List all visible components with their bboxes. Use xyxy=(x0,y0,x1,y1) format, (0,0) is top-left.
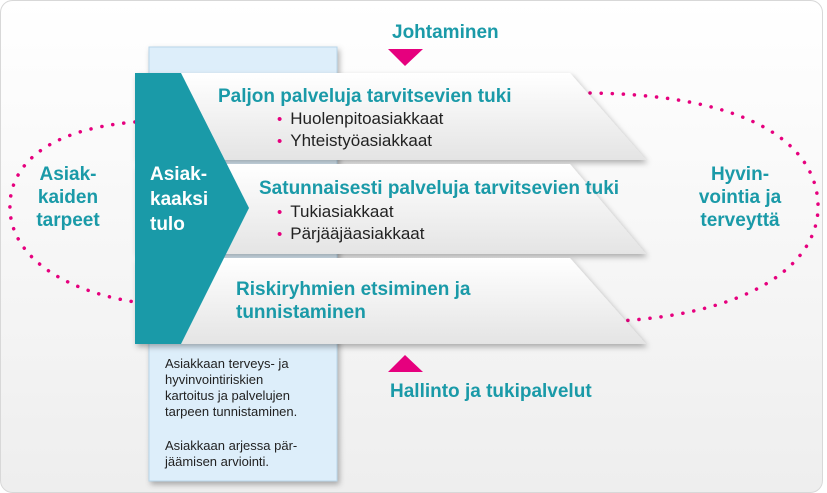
entry-label-line: tulo xyxy=(150,214,185,235)
bullet-icon: • xyxy=(277,204,283,221)
row-1-item xyxy=(277,131,432,152)
right-label-line: terveyttä xyxy=(700,210,780,231)
bullet-icon: • xyxy=(277,226,283,243)
row-2-item xyxy=(277,224,424,245)
row-1-title: Paljon palveluja tarvitsevien tuki xyxy=(218,86,512,107)
row-3-title-line: tunnistaminen xyxy=(236,302,366,323)
note-everyday-coping xyxy=(165,438,297,470)
entry-label-line: kaaksi xyxy=(150,189,209,210)
entry-label xyxy=(150,162,208,237)
row-2-item-label: Pärjääjäasiakkaat xyxy=(290,224,425,243)
bottom-label: Hallinto ja tukipalvelut xyxy=(390,381,592,402)
left-label-line: Asiak- xyxy=(39,164,97,185)
entry-label-line: Asiak- xyxy=(150,164,208,185)
left-label xyxy=(18,163,118,232)
right-label-line: Hyvin- xyxy=(710,164,770,185)
note-line: hyvinvointiriskien xyxy=(165,372,264,387)
row-2-title: Satunnaisesti palveluja tarvitsevien tuki xyxy=(259,178,620,199)
top-label: Johtaminen xyxy=(392,22,499,43)
row-2-item xyxy=(277,202,394,223)
note-risk-assessment xyxy=(165,356,297,420)
right-label-line: vointia ja xyxy=(698,187,782,208)
right-label xyxy=(690,163,790,232)
note-line: tarpeen tunnistaminen. xyxy=(165,404,298,419)
left-label-line: tarpeet xyxy=(36,210,100,231)
note-line: jäämisen arviointi. xyxy=(165,454,270,469)
row-3-title xyxy=(236,278,470,324)
row-1-item xyxy=(277,109,443,130)
note-line: Asiakkaan arjessa pär- xyxy=(165,438,298,453)
left-label-line: kaiden xyxy=(37,187,99,208)
note-line: kartoitus ja palvelujen xyxy=(165,388,291,403)
row-2-item-label: Tukiasiakkaat xyxy=(290,202,394,221)
row-3-title-line: Riskiryhmien etsiminen ja xyxy=(236,279,471,300)
row-1-item-label: Yhteistyöasiakkaat xyxy=(290,131,433,150)
note-line: Asiakkaan terveys- ja xyxy=(165,356,289,371)
bullet-icon: • xyxy=(277,111,283,128)
bullet-icon: • xyxy=(277,133,283,150)
row-1-item-label: Huolenpitoasiakkaat xyxy=(290,109,444,128)
